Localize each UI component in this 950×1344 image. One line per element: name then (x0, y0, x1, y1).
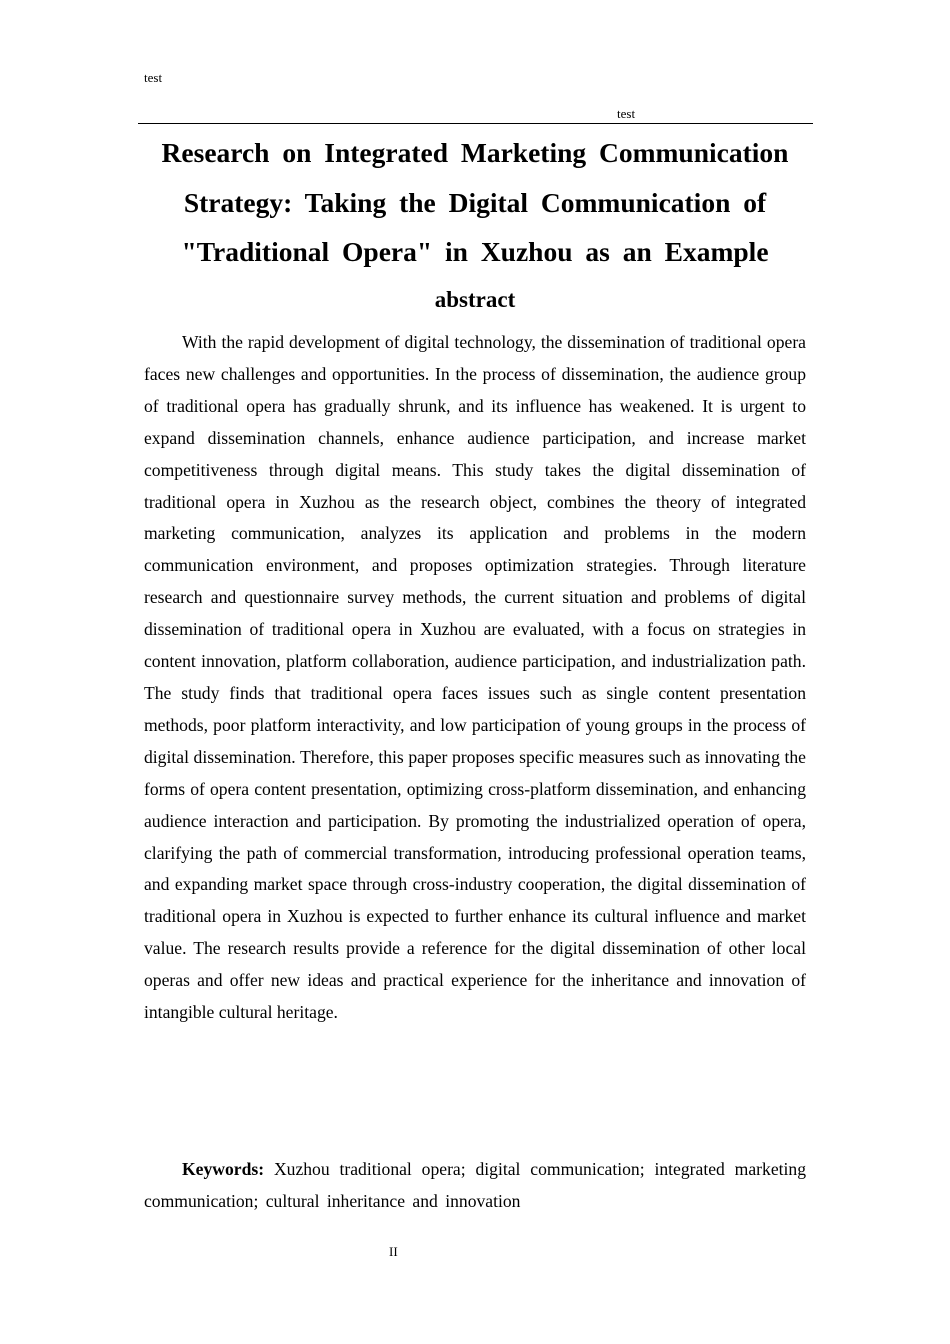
abstract-heading: abstract (434, 287, 516, 312)
keywords-text: Xuzhou traditional opera; digital communication; integrated marketing communication; cultural inheritance and innovation (144, 1159, 806, 1211)
abstract-body: With the rapid development of digital technology, the dissemination of traditional opera faces new challenges and opportunities. In the process of dissemination, the audience group of traditional opera has gradually shrunk, and its influence has weakened. It is urgent to expand dissemination channels, enhance audience participation, and increase market competitiveness through digital means. This study takes the digital dissemination of traditional opera in Xuzhou as the research object, combines the theory of integrated marketing communication, analyzes its application and problems in the modern communication environment, and proposes optimization strategies. Through literature research and questionnaire survey methods, the current situation and problems of digital dissemination of traditional opera in Xuzhou are evaluated, with a focus on strategies in content innovation, platform collaboration, audience participation, and industrialization path. The study finds that traditional opera faces issues such as single content presentation methods, poor platform interactivity, and low participation of young groups in the process of digital dissemination. Therefore, this paper proposes specific measures such as innovating the forms of opera content presentation, optimizing cross-platform dissemination, and enhancing audience interaction and participation. By promoting the industrialized operation of opera, clarifying the path of commercial transformation, introducing professional operation teams, and expanding market space through cross-industry cooperation, the digital dissemination of traditional opera in Xuzhou is expected to further enhance its cultural influence and market value. The research results provide a reference for the digital dissemination of other local operas and offer new ideas and practical experience for the inheritance and innovation of intangible cultural heritage. (144, 332, 806, 1023)
paper-title: Research on Integrated Marketing Communication Strategy: Taking the Digital Communication of "Traditional Opera" in Xuzhou as an Example (161, 137, 789, 267)
header-divider (138, 123, 813, 124)
header-center-text: test (617, 106, 636, 121)
header-left-text: test (144, 70, 163, 85)
keywords-label: Keywords: (182, 1159, 265, 1179)
keywords-paragraph (144, 1154, 806, 1218)
page-number: II (389, 1244, 398, 1259)
